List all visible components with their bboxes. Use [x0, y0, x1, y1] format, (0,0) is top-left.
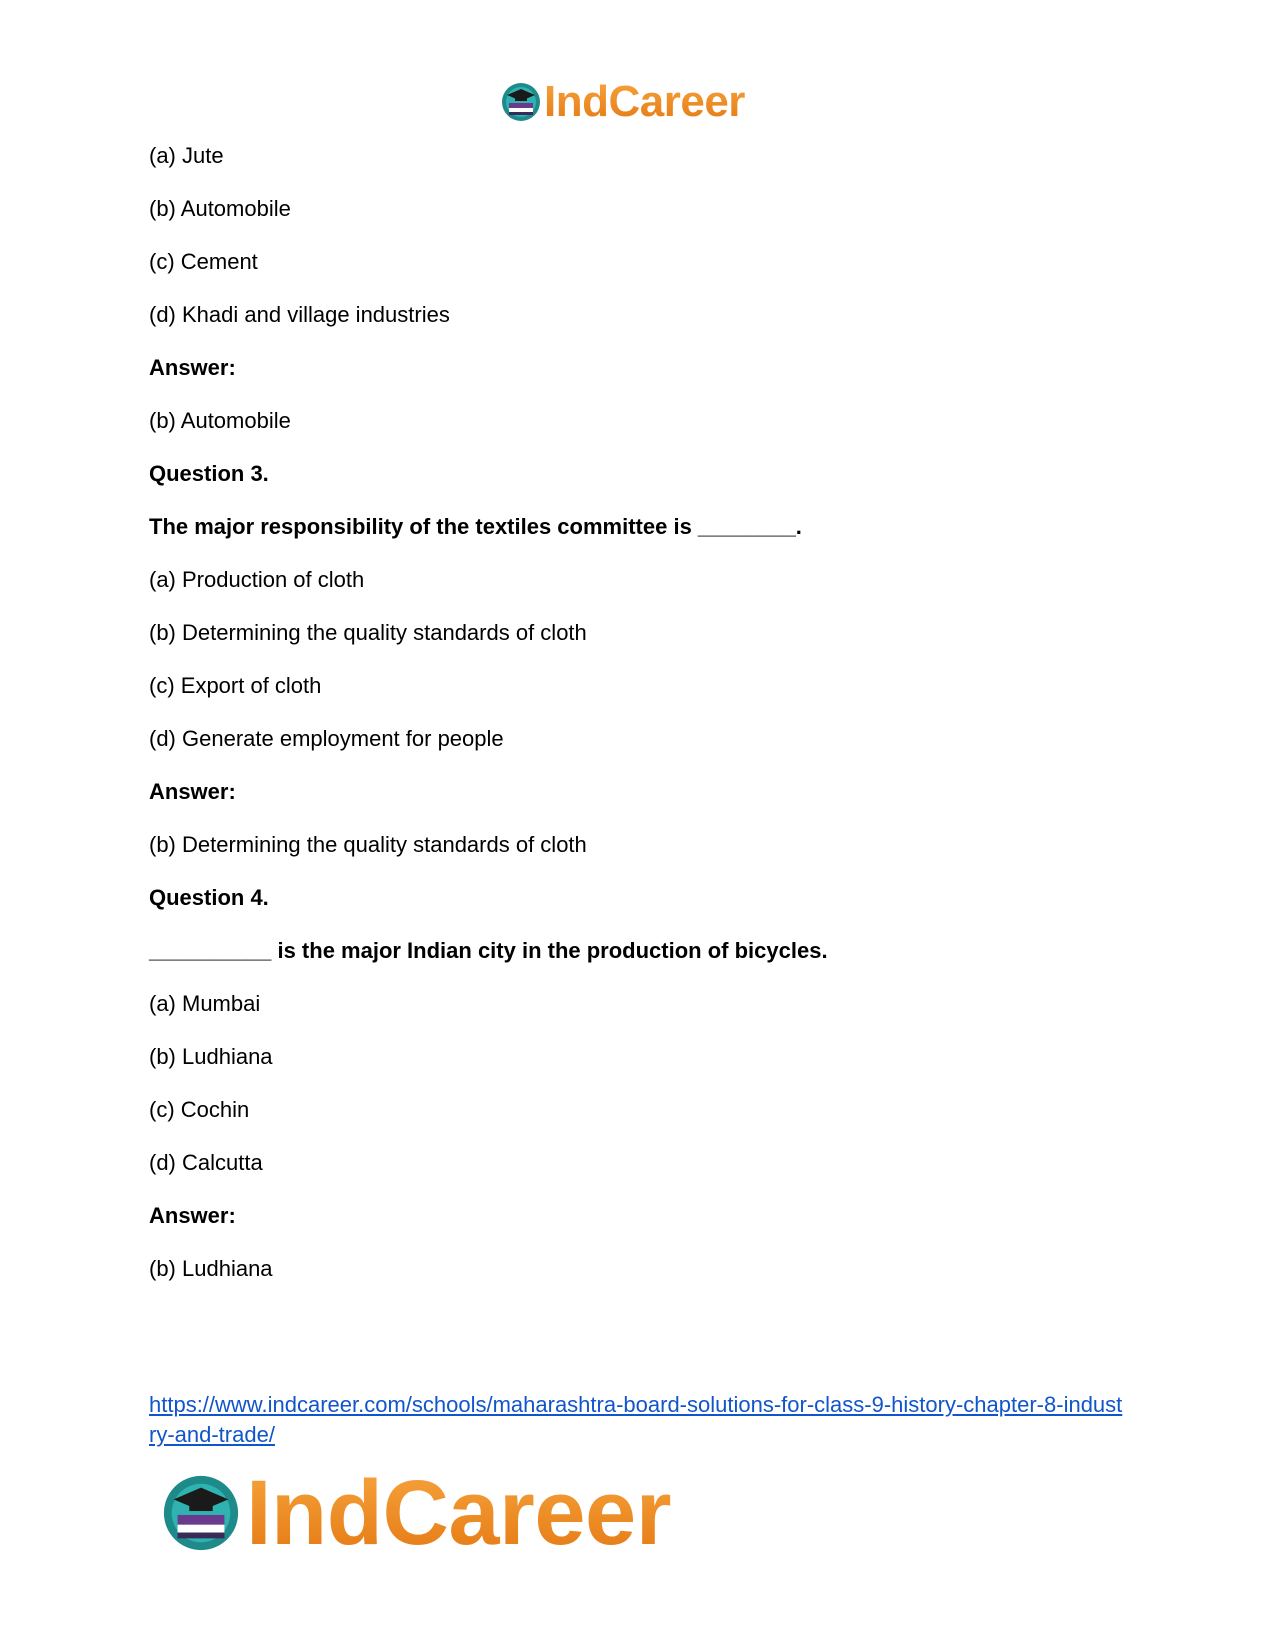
option-line: (c) Cement	[149, 249, 258, 274]
indcareer-logo-bottom	[160, 1462, 671, 1564]
question-text: __________ is the major Indian city in the production of bicycles.	[149, 938, 828, 963]
answer-heading: Answer:	[149, 779, 236, 804]
answer-text: (b) Ludhiana	[149, 1256, 273, 1281]
question-heading: Question 4.	[149, 885, 269, 910]
option-line: (d) Khadi and village industries	[149, 302, 450, 327]
source-url-link[interactable]: https://www.indcareer.com/schools/maharashtra-board-solutions-for-class-9-history-chapter-8-industry-and-trade/	[149, 1392, 1123, 1447]
graduation-book-icon	[160, 1472, 242, 1554]
answer-text: (b) Determining the quality standards of cloth	[149, 832, 587, 857]
option-line: (a) Production of cloth	[149, 567, 365, 592]
answer-heading: Answer:	[149, 1203, 236, 1228]
graduation-book-icon	[500, 81, 542, 123]
brand-wordmark: IndCareer	[544, 77, 745, 126]
brand-wordmark: IndCareer	[246, 1462, 671, 1564]
option-line: (c) Export of cloth	[149, 673, 322, 698]
option-line: (a) Jute	[149, 143, 224, 168]
option-line: (b) Ludhiana	[149, 1044, 273, 1069]
question-heading: Question 3.	[149, 461, 269, 486]
option-line: (b) Determining the quality standards of cloth	[149, 620, 587, 645]
option-line: (a) Mumbai	[149, 991, 261, 1016]
question-text: The major responsibility of the textiles committee is ________.	[149, 514, 802, 539]
indcareer-logo-top	[500, 77, 745, 126]
option-line: (c) Cochin	[149, 1097, 250, 1122]
answer-text: (b) Automobile	[149, 408, 291, 433]
option-line: (b) Automobile	[149, 196, 291, 221]
option-line: (d) Calcutta	[149, 1150, 263, 1175]
option-line: (d) Generate employment for people	[149, 726, 504, 751]
answer-heading: Answer:	[149, 355, 236, 380]
